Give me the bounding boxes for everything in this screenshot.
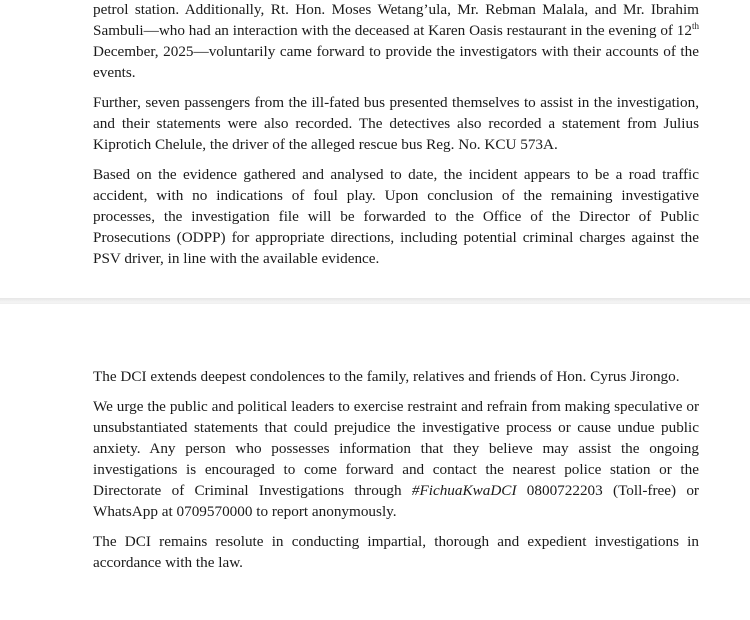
hashtag-fichua-kwa-dci: #FichuaKwaDCI [411, 482, 517, 499]
paragraph-passenger-statements: Further, seven passengers from the ill-fated bus presented themselves to assist in the investigation, and their statements were also recorded. The detectives also recorded a statement from Julius Kiprotich Chelule, the driver of the alleged rescue bus Reg. No. KCU 573A. [93, 94, 699, 153]
paragraph-witness-accounts-text-cont: December, 2025—voluntarily came forward to provide the investigators with their accounts of the events. [93, 43, 699, 81]
page-top-body [93, 0, 699, 278]
paragraph-closing-statement: The DCI remains resolute in conducting impartial, thorough and expedient investigations in accordance with the law. [93, 533, 699, 571]
document-page-top [0, 0, 750, 300]
paragraph-public-appeal-text: We urge the public and political leaders to exercise restraint and refrain from making speculative or unsubstantiated statements that could prejudice the investigative process or cause undue public anxiety. Any person who possesses information that they believe may assist the ongoing investigations is encouraged to come forward and contact the nearest police station or the Directorate of Criminal Investigations through [93, 398, 699, 499]
page-bottom-body [93, 366, 699, 582]
paragraph-public-appeal [93, 396, 699, 522]
paragraph-public-appeal-contacts: 0800722203 (Toll-free) or WhatsApp at 0709570000 to report anonymously. [93, 482, 699, 520]
ordinal-suffix: th [691, 20, 699, 31]
paragraph-evidence-findings: Based on the evidence gathered and analysed to date, the incident appears to be a road traffic accident, with no indications of foul play. Upon conclusion of the remaining investigative processes, the investigation file will be forwarded to the Office of the Director of Public Prosecutions (ODPP) for appropriate directions, including potential criminal charges against the PSV driver, in line with the available evidence. [93, 166, 699, 267]
paragraph-witness-accounts-text: petrol station. Additionally, Rt. Hon. Moses Wetang’ula, Mr. Rebman Malala, and Mr. Ibrahim Sambuli—who had an interaction with the deceased at Karen Oasis restaurant in the evening of 12 [93, 1, 699, 39]
paragraph-witness-accounts [93, 0, 699, 83]
paragraph-condolences: The DCI extends deepest condolences to the family, relatives and friends of Hon. Cyrus Jirongo. [93, 368, 680, 385]
